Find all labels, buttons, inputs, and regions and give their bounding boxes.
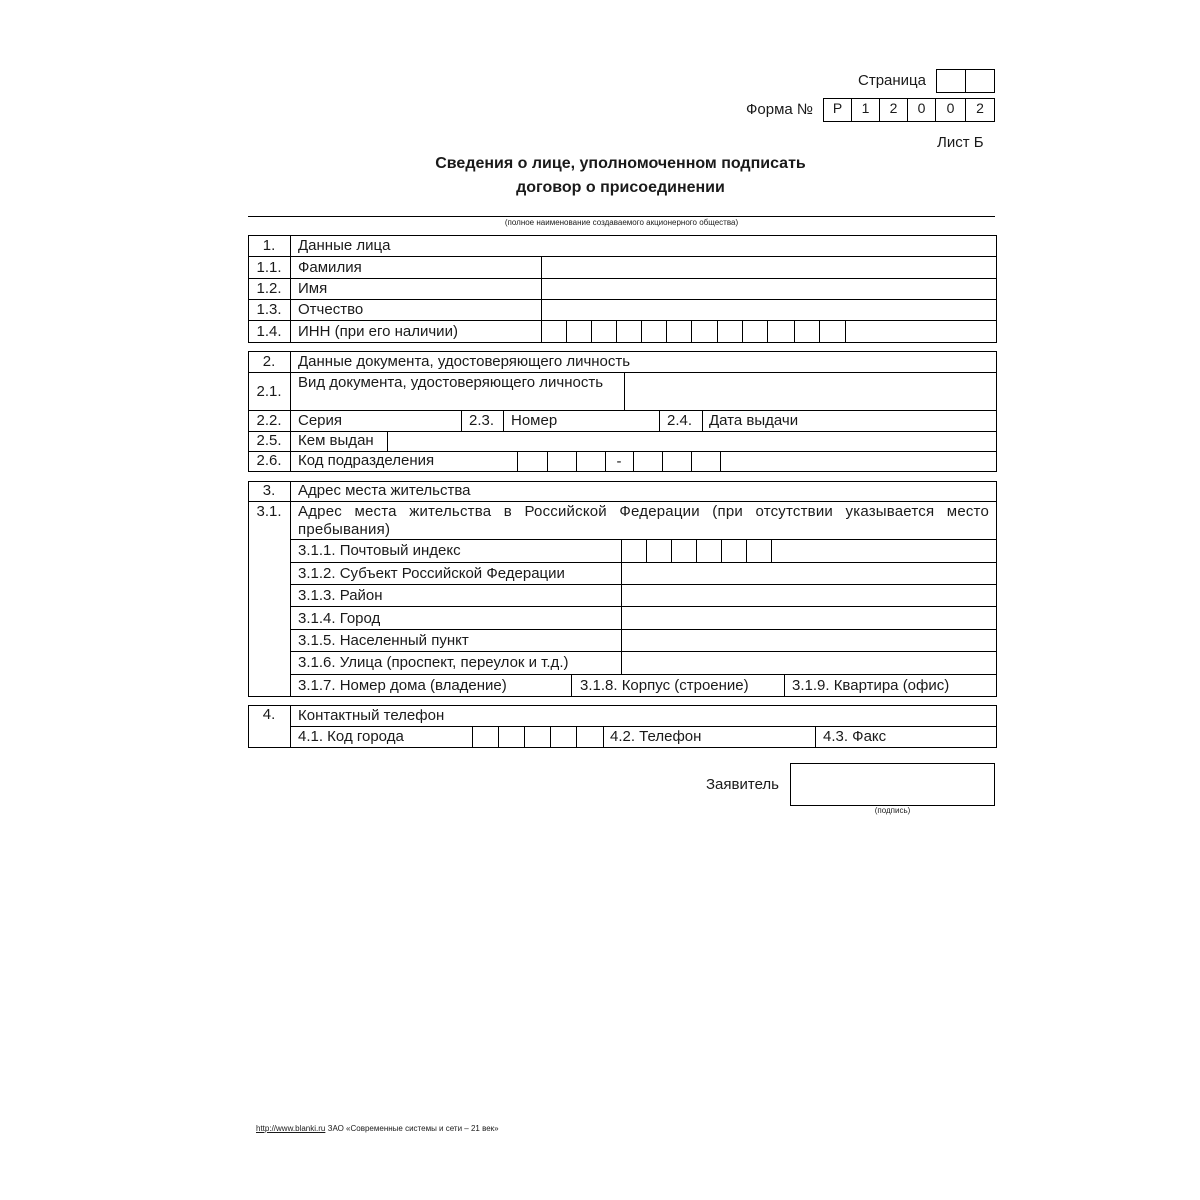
section4-title: Контактный телефон [298,707,445,724]
form-title-line1: Сведения о лице, уполномоченном подписать [435,155,806,172]
signature-caption: (подпись) [874,806,911,815]
page-number-cell-2[interactable] [965,69,995,93]
document-type-label: Вид документа, удостоверяющего личность [298,374,604,391]
division-code-label: Код подразделения [298,452,435,469]
applicant-label: Заявитель [706,776,779,793]
inn-label: ИНН (при его наличии) [298,323,458,340]
surname-label: Фамилия [298,259,362,276]
postal-code-label: 3.1.1. Почтовый индекс [298,542,461,559]
section1-number: 1. [262,237,276,254]
document-number-field[interactable] [566,411,658,430]
patronymic-label: Отчество [298,301,364,318]
form-code-cell: 0 [907,98,936,122]
division-code-dash: - [616,453,622,470]
form-code-cell: 0 [935,98,966,122]
issue-date-label: Дата выдачи [709,412,799,429]
fax-label: 4.3. Факс [823,728,887,745]
form-code-cell: 2 [965,98,995,122]
row-1-2-number: 1.2. [256,280,282,297]
residence-address-label: Адрес места жительства в Российской Федерации (при отсутствии указывается место пребывания) [298,503,989,538]
row-2-3-number: 2.3. [469,412,495,429]
issued-by-field[interactable] [388,432,996,450]
section1-num-divider [290,235,291,343]
footer-link[interactable]: http://www.blanki.ru [256,1124,326,1133]
postal-code-cells[interactable] [622,540,772,561]
form-label: Форма № [746,101,814,118]
row-2-5-number: 2.5. [256,432,282,449]
page-number-cell-1[interactable] [936,69,966,93]
row-2-1-number: 2.1. [256,383,282,400]
issue-date-field[interactable] [810,411,996,430]
row-2-6-number: 2.6. [256,452,282,469]
section4-number: 4. [262,706,276,723]
document-type-field[interactable] [625,373,996,409]
district-field[interactable] [622,585,996,605]
section3-title: Адрес места жительства [298,482,471,499]
city-field[interactable] [622,607,996,628]
settlement-label: 3.1.5. Населенный пункт [298,632,469,649]
settlement-field[interactable] [622,630,996,650]
section1-title: Данные лица [298,237,391,254]
section2-title: Данные документа, удостоверяющего личность [298,353,631,370]
footer [256,1124,499,1134]
city-code-label: 4.1. Код города [298,728,404,745]
page-label: Страница [858,72,926,89]
series-field[interactable] [362,411,460,430]
region-label: 3.1.2. Субъект Российской Федерации [298,565,565,582]
signature-box[interactable] [790,763,995,806]
row-1-1-number: 1.1. [256,259,282,276]
form-title-line2: договор о присоединении [516,179,725,196]
first-name-label: Имя [298,280,328,297]
company-name-line[interactable] [248,216,995,217]
form-code-cell: 1 [851,98,880,122]
row-1-4-number: 1.4. [256,323,282,340]
series-label: Серия [298,412,343,429]
section2-number: 2. [262,353,276,370]
row-2-4-number: 2.4. [667,412,693,429]
company-name-caption: (полное наименование создаваемого акционерного общества) [504,218,739,227]
region-field[interactable] [622,563,996,583]
street-label: 3.1.6. Улица (проспект, переулок и т.д.) [298,654,569,671]
row-3-1-number: 3.1. [256,503,282,520]
sheet-label: Лист Б [937,134,984,151]
street-field[interactable] [622,652,996,673]
city-code-cells[interactable] [473,727,603,747]
first-name-field[interactable] [542,279,996,298]
form-code-cell: 2 [879,98,908,122]
row-1-3-number: 1.3. [256,301,282,318]
patronymic-field[interactable] [542,300,996,319]
building-label: 3.1.8. Корпус (строение) [580,677,749,694]
section3-number: 3. [262,482,276,499]
fax-field[interactable] [890,727,996,747]
issued-by-label: Кем выдан [298,432,374,449]
house-number-label: 3.1.7. Номер дома (владение) [298,677,507,694]
phone-label: 4.2. Телефон [610,728,702,745]
division-code-cells[interactable] [518,452,720,471]
number-label: Номер [511,412,558,429]
row-2-2-number: 2.2. [256,412,282,429]
apartment-label: 3.1.9. Квартира (офис) [792,677,950,694]
footer-company: ЗАО «Современные системы и сети – 21 век» [327,1124,499,1133]
city-label: 3.1.4. Город [298,610,381,627]
form-code-cell: Р [823,98,852,122]
phone-field[interactable] [710,727,814,747]
inn-cells[interactable] [542,321,845,342]
district-label: 3.1.3. Район [298,587,383,604]
surname-field[interactable] [542,257,996,277]
